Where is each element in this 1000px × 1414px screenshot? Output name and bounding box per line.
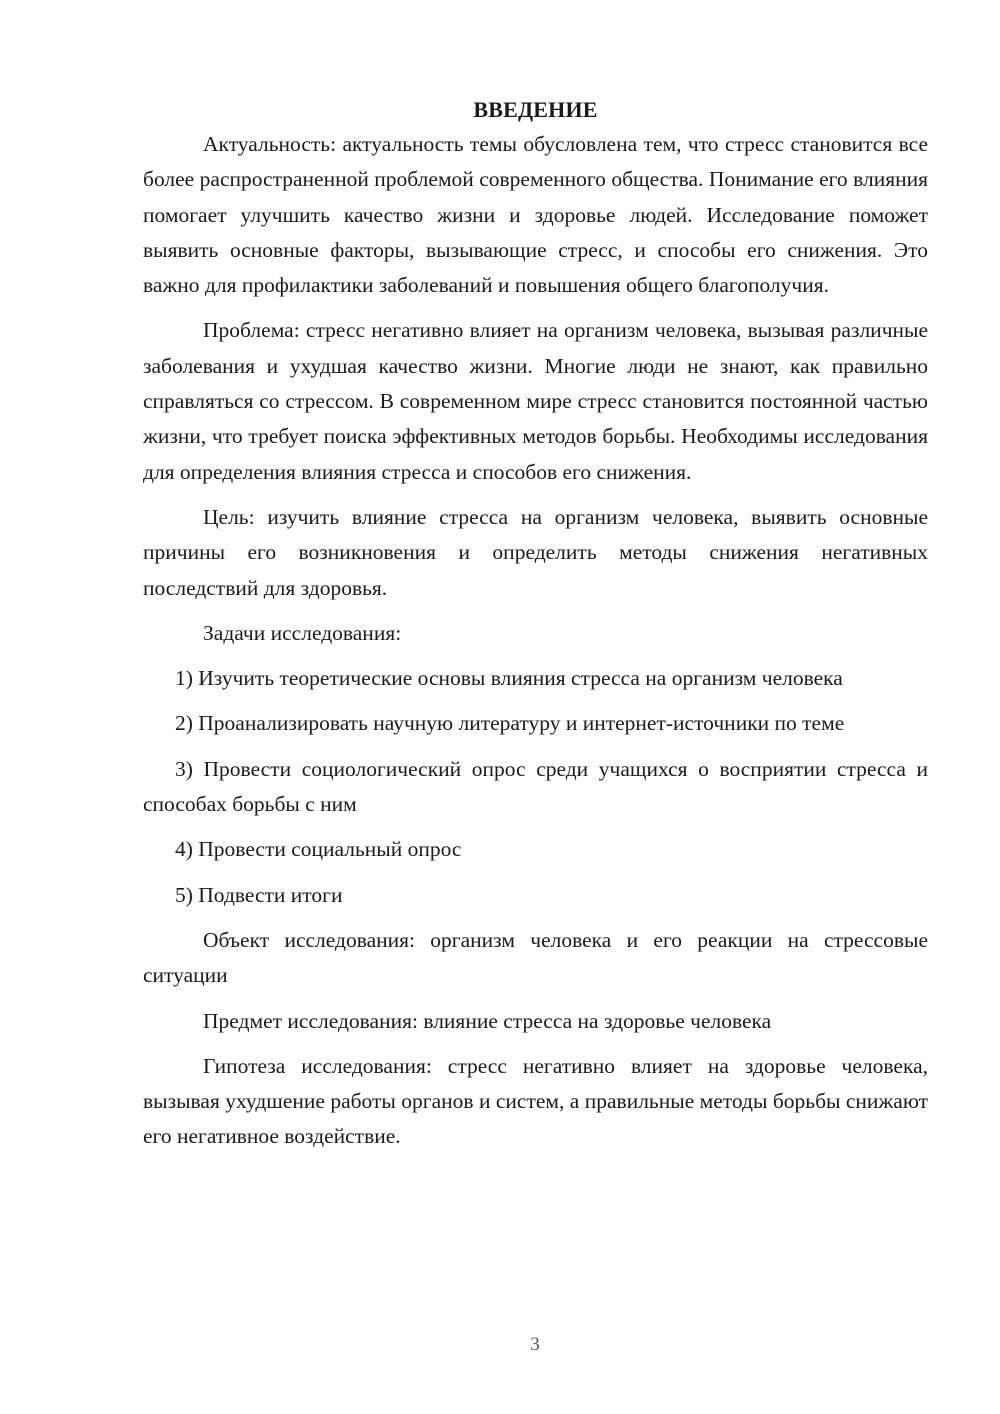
task-item-5: 5) Подвести итоги — [175, 882, 343, 907]
goal-paragraph: Цель: изучить влияние стресса на организм человека, выявить основные причины его возникновения и определить методы снижения негативных последствий для здоровья. — [143, 504, 928, 600]
document-page — [143, 92, 928, 1155]
relevance-paragraph: Актуальность: актуальность темы обусловлена тем, что стресс становится все более распространенной проблемой современного общества. Понимание его влияния помогает улучшить качество жизни и здоровье людей. Исследование поможет выявить основные факторы, вызывающие стресс, и способы его снижения. Это важно для профилактики заболеваний и повышения общего благополучия. — [143, 132, 928, 298]
subject-paragraph: Предмет исследования: влияние стресса на здоровье человека — [203, 1008, 772, 1033]
problem-paragraph: Проблема: стресс негативно влияет на организм человека, вызывая различные заболевания и ухудшая качество жизни. Многие люди не знают, как правильно справляться со стрессом. В современном мире стресс становится постоянной частью жизни, что требует поиска эффективных методов борьбы. Необходимы исследования для определения влияния стресса и способов его снижения. — [143, 318, 928, 484]
task-item-3: 3) Провести социологический опрос среди учащихся о восприятии стресса и способах борьбы с ним — [143, 756, 928, 817]
object-paragraph: Объект исследования: организм человека и его реакции на стрессовые ситуации — [143, 927, 928, 988]
section-title: ВВЕДЕНИЕ — [473, 97, 598, 122]
task-item-2: 2) Проанализировать научную литературу и интернет-источники по теме — [175, 711, 845, 736]
task-item-4: 4) Провести социальный опрос — [175, 837, 462, 862]
page-number: 3 — [530, 1334, 540, 1355]
task-item-1: 1) Изучить теоретические основы влияния стресса на организм человека — [175, 666, 843, 691]
hypothesis-paragraph: Гипотеза исследования: стресс негативно влияет на здоровье человека, вызывая ухудшение работы органов и систем, а правильные методы борьбы снижают его негативное воздействие. — [143, 1053, 928, 1149]
tasks-heading: Задачи исследования: — [203, 620, 402, 645]
